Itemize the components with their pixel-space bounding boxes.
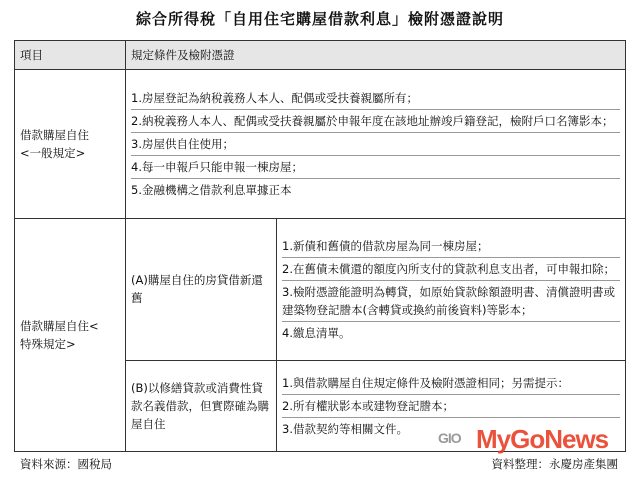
- header-conditions: 規定條件及檢附憑證: [126, 41, 626, 70]
- special-label-line1: 借款購屋自住<: [20, 318, 99, 333]
- special-rule-label: [15, 218, 126, 451]
- list-item: 1.與借款購屋自住規定條件及檢附憑證相同；另需提示：: [282, 372, 620, 395]
- table-header-row: [15, 41, 626, 70]
- document-title: 綜合所得稅「自用住宅購屋借款利息」檢附憑證說明: [135, 10, 504, 28]
- mygonews-watermark-logo: [438, 424, 609, 455]
- special-rule-row-a: [15, 218, 626, 360]
- general-rule-label: [15, 70, 126, 219]
- list-item: 1.新債和舊債的借款房屋為同一棟房屋；: [282, 235, 620, 258]
- general-rule-row: [15, 70, 626, 219]
- general-label-line2: <一般規定>: [20, 145, 86, 160]
- header-item: 項目: [15, 41, 126, 70]
- list-item: 4.每一申報戶只能申報一棟房屋；: [131, 156, 620, 179]
- list-item: 2.納稅義務人本人、配偶或受扶養親屬於申報年度在該地址辦竣戶籍登記，檢附戶口名簿影本；: [131, 110, 620, 133]
- watermark-text: MyGoNews: [476, 424, 609, 454]
- special-label-line2: 特殊規定>: [20, 336, 76, 351]
- list-item: 4.繳息清單。: [282, 325, 351, 340]
- requirements-table: [14, 40, 626, 452]
- gio-logo-icon: GIO: [438, 430, 461, 446]
- list-item: 2.所有權狀影本或建物登記謄本；: [282, 395, 620, 418]
- case-b-label: (B)以修繕貸款或消費性貸款名義借款，但實際確為購屋自住: [126, 360, 277, 451]
- case-a-label: (A)購屋自住的房貸借新還舊: [126, 218, 277, 360]
- general-rule-conditions: [126, 70, 626, 219]
- general-label-line1: 借款購屋自住: [20, 127, 89, 142]
- list-item: 1.房屋登記為納稅義務人本人、配偶或受扶養親屬所有；: [131, 87, 620, 110]
- case-a-conditions: [277, 218, 626, 360]
- compiled-by-note: 資料整理：永慶房產集團: [491, 457, 618, 471]
- list-item: 3.房屋供自住使用；: [131, 133, 620, 156]
- source-note: 資料來源：國稅局: [20, 457, 112, 471]
- list-item: 5.金融機構之借款利息單據正本: [131, 182, 292, 197]
- list-item: 3.借款契約等相關文件。: [282, 421, 408, 436]
- list-item: 2.在舊債未償還的額度內所支付的貸款利息支出者，可申報扣除；: [282, 258, 620, 281]
- list-item: 3.檢附憑證能證明為轉貸，如原始貸款餘額證明書、清償證明書或建築物登記謄本(含轉貸或換約前後資料)等影本；: [282, 281, 620, 322]
